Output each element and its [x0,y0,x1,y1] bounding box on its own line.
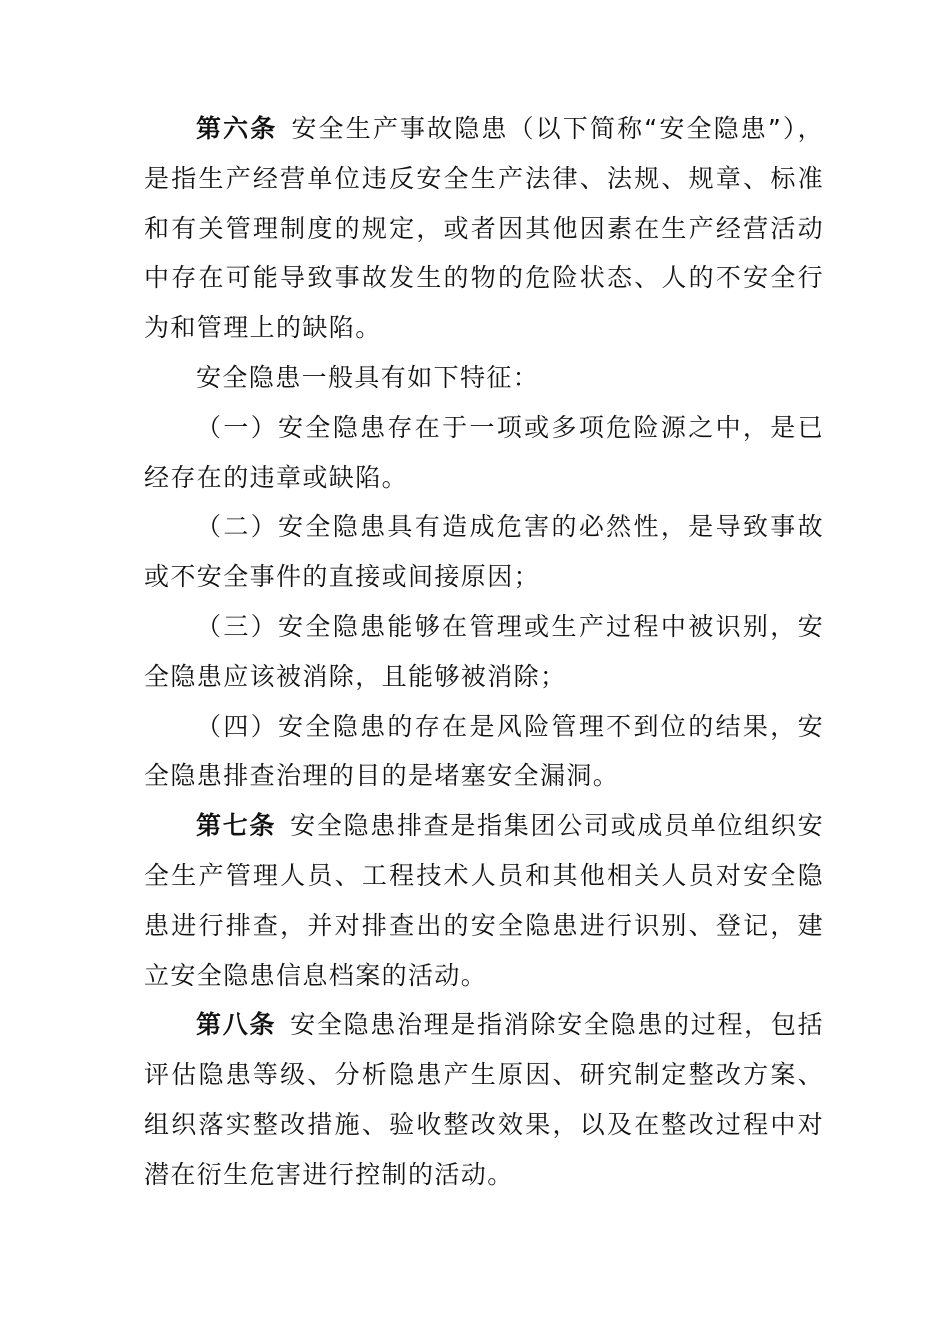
article-6-number: 第六条 [196,114,278,143]
feature-2-paragraph [144,502,824,602]
feature-1-text: （一）安全隐患存在于一项或多项危险源之中，是已经存在的违章或缺陷。 [144,412,824,492]
feature-4-text: （四）安全隐患的存在是风险管理不到位的结果，安全隐患排查治理的目的是堵塞安全漏洞。 [144,711,824,791]
feature-2-text: （二）安全隐患具有造成危害的必然性，是导致事故或不安全事件的直接或间接原因； [144,512,824,592]
article-7-paragraph [144,801,824,1000]
article-6-text: 安全生产事故隐患（以下简称“安全隐患”），是指生产经营单位违反安全生产法律、法规、规章、标准和有关管理制度的规定，或者因其他因素在生产经营活动中存在可能导致事故发生的物的危险状态、人的不安全行为和管理上的缺陷。 [144,114,824,343]
article-7-text: 安全隐患排查是指集团公司或成员单位组织安全生产管理人员、工程技术人员和其他相关人员对安全隐患进行排查，并对排查出的安全隐患进行识别、登记，建立安全隐患信息档案的活动。 [144,811,824,990]
article-8-text: 安全隐患治理是指消除安全隐患的过程，包括评估隐患等级、分析隐患产生原因、研究制定整改方案、组织落实整改措施、验收整改效果，以及在整改过程中对潜在衍生危害进行控制的活动。 [144,1010,824,1189]
feature-4-paragraph [144,702,824,802]
features-intro-text: 安全隐患一般具有如下特征： [196,362,540,392]
article-8-number: 第八条 [196,1010,277,1040]
article-8-paragraph [144,1000,824,1199]
article-6-paragraph [144,104,824,353]
feature-1-paragraph [144,403,824,503]
document-body [144,104,824,1200]
features-intro-paragraph [144,353,824,403]
feature-3-paragraph [144,602,824,702]
article-7-number: 第七条 [196,811,277,841]
feature-3-text: （三）安全隐患能够在管理或生产过程中被识别，安全隐患应该被消除，且能够被消除； [144,611,824,691]
